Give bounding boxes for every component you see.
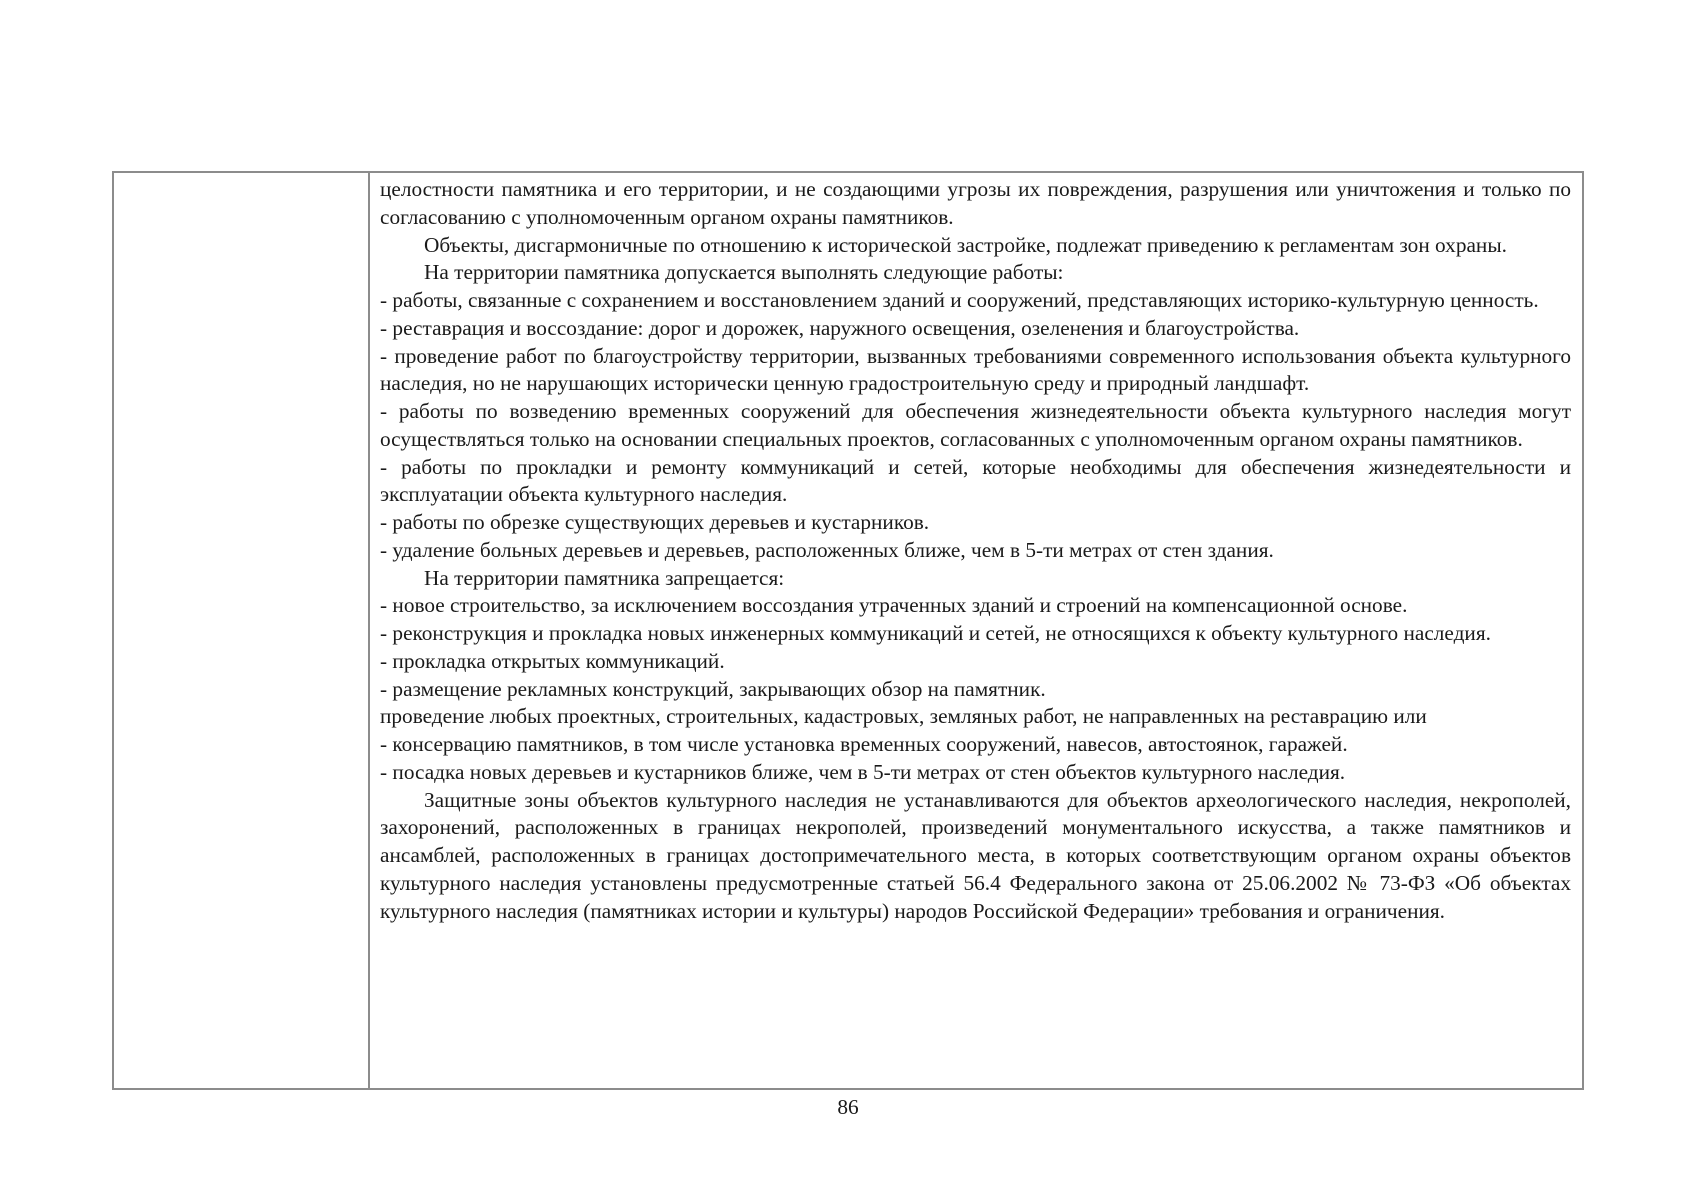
- page-number: 86: [837, 1095, 859, 1119]
- paragraph: Объекты, дисгармоничные по отношению к исторической застройке, подлежат приведению к регламентам зон охраны.: [424, 232, 1507, 257]
- list-item: - реконструкция и прокладка новых инженерных коммуникаций и сетей, не относящихся к объекту культурного наследия.: [380, 621, 1491, 645]
- list-item: - работы, связанные с сохранением и восстановлением зданий и сооружений, представляющих историко-культурную ценность.: [380, 288, 1539, 312]
- list-item: - работы по возведению временных сооружений для обеспечения жизнедеятельности объекта культурного наследия могут осуществляться только на основании специальных проектов, согласованных с уполномоченным органом охраны памятников.: [380, 399, 1571, 451]
- paragraph: На территории памятника допускается выполнять следующие работы:: [424, 260, 1064, 285]
- list-item: проведение любых проектных, строительных, кадастровых, земляных работ, не направленных на реставрацию или: [380, 704, 1427, 729]
- paragraph: На территории памятника запрещается:: [424, 565, 785, 590]
- list-item: - посадка новых деревьев и кустарников ближе, чем в 5-ти метрах от стен объектов культурного наследия.: [380, 759, 1346, 784]
- paragraph: целостности памятника и его территории, и не создающими угрозы их повреждения, разрушения или уничтожения и только по согласованию с уполномоченным органом охраны памятников.: [380, 177, 1571, 229]
- list-item: - размещение рекламных конструкций, закрывающих обзор на памятник.: [380, 676, 1046, 701]
- list-item: - удаление больных деревьев и деревьев, расположенных ближе, чем в 5-ти метрах от стен здания.: [380, 537, 1274, 562]
- document-table: [112, 171, 1584, 1090]
- list-item: - новое строительство, за исключением воссоздания утраченных зданий и строений на компенсационной основе.: [380, 593, 1408, 618]
- list-item: - консервацию памятников, в том числе установка временных сооружений, навесов, автостоянок, гаражей.: [380, 732, 1348, 756]
- paragraph: Защитные зоны объектов культурного наследия не устанавливаются для объектов археологического наследия, некрополей, захоронений, расположенных в границах некрополей, произведений монументального искусства, а также памятников и ансамблей, расположенных в границах достопримечательного места, в которых соответствующим органом охраны объектов культурного наследия установлены предусмотренные статьей 56.4 Федерального закона от 25.06.2002 № 73-ФЗ «Об объектах культурного наследия (памятниках истории и культуры) народов Российской Федерации» требования и ограничения.: [380, 787, 1571, 923]
- list-item: - работы по обрезке существующих деревьев и кустарников.: [380, 510, 930, 534]
- list-item: - реставрация и воссоздание: дорог и дорожек, наружного освещения, озеленения и благоустройства.: [380, 315, 1300, 340]
- list-item: - прокладка открытых коммуникаций.: [380, 648, 725, 673]
- list-item: - работы по прокладки и ремонту коммуникаций и сетей, которые необходимы для обеспечения жизнедеятельности и эксплуатации объекта культурного наследия.: [380, 454, 1571, 507]
- list-item: - проведение работ по благоустройству территории, вызванных требованиями современного использования объекта культурного наследия, но не нарушающих исторически ценную градостроительную среду и природный ландшафт.: [380, 343, 1571, 396]
- table-right-cell: [370, 173, 1582, 1088]
- table-left-cell: [114, 173, 370, 1088]
